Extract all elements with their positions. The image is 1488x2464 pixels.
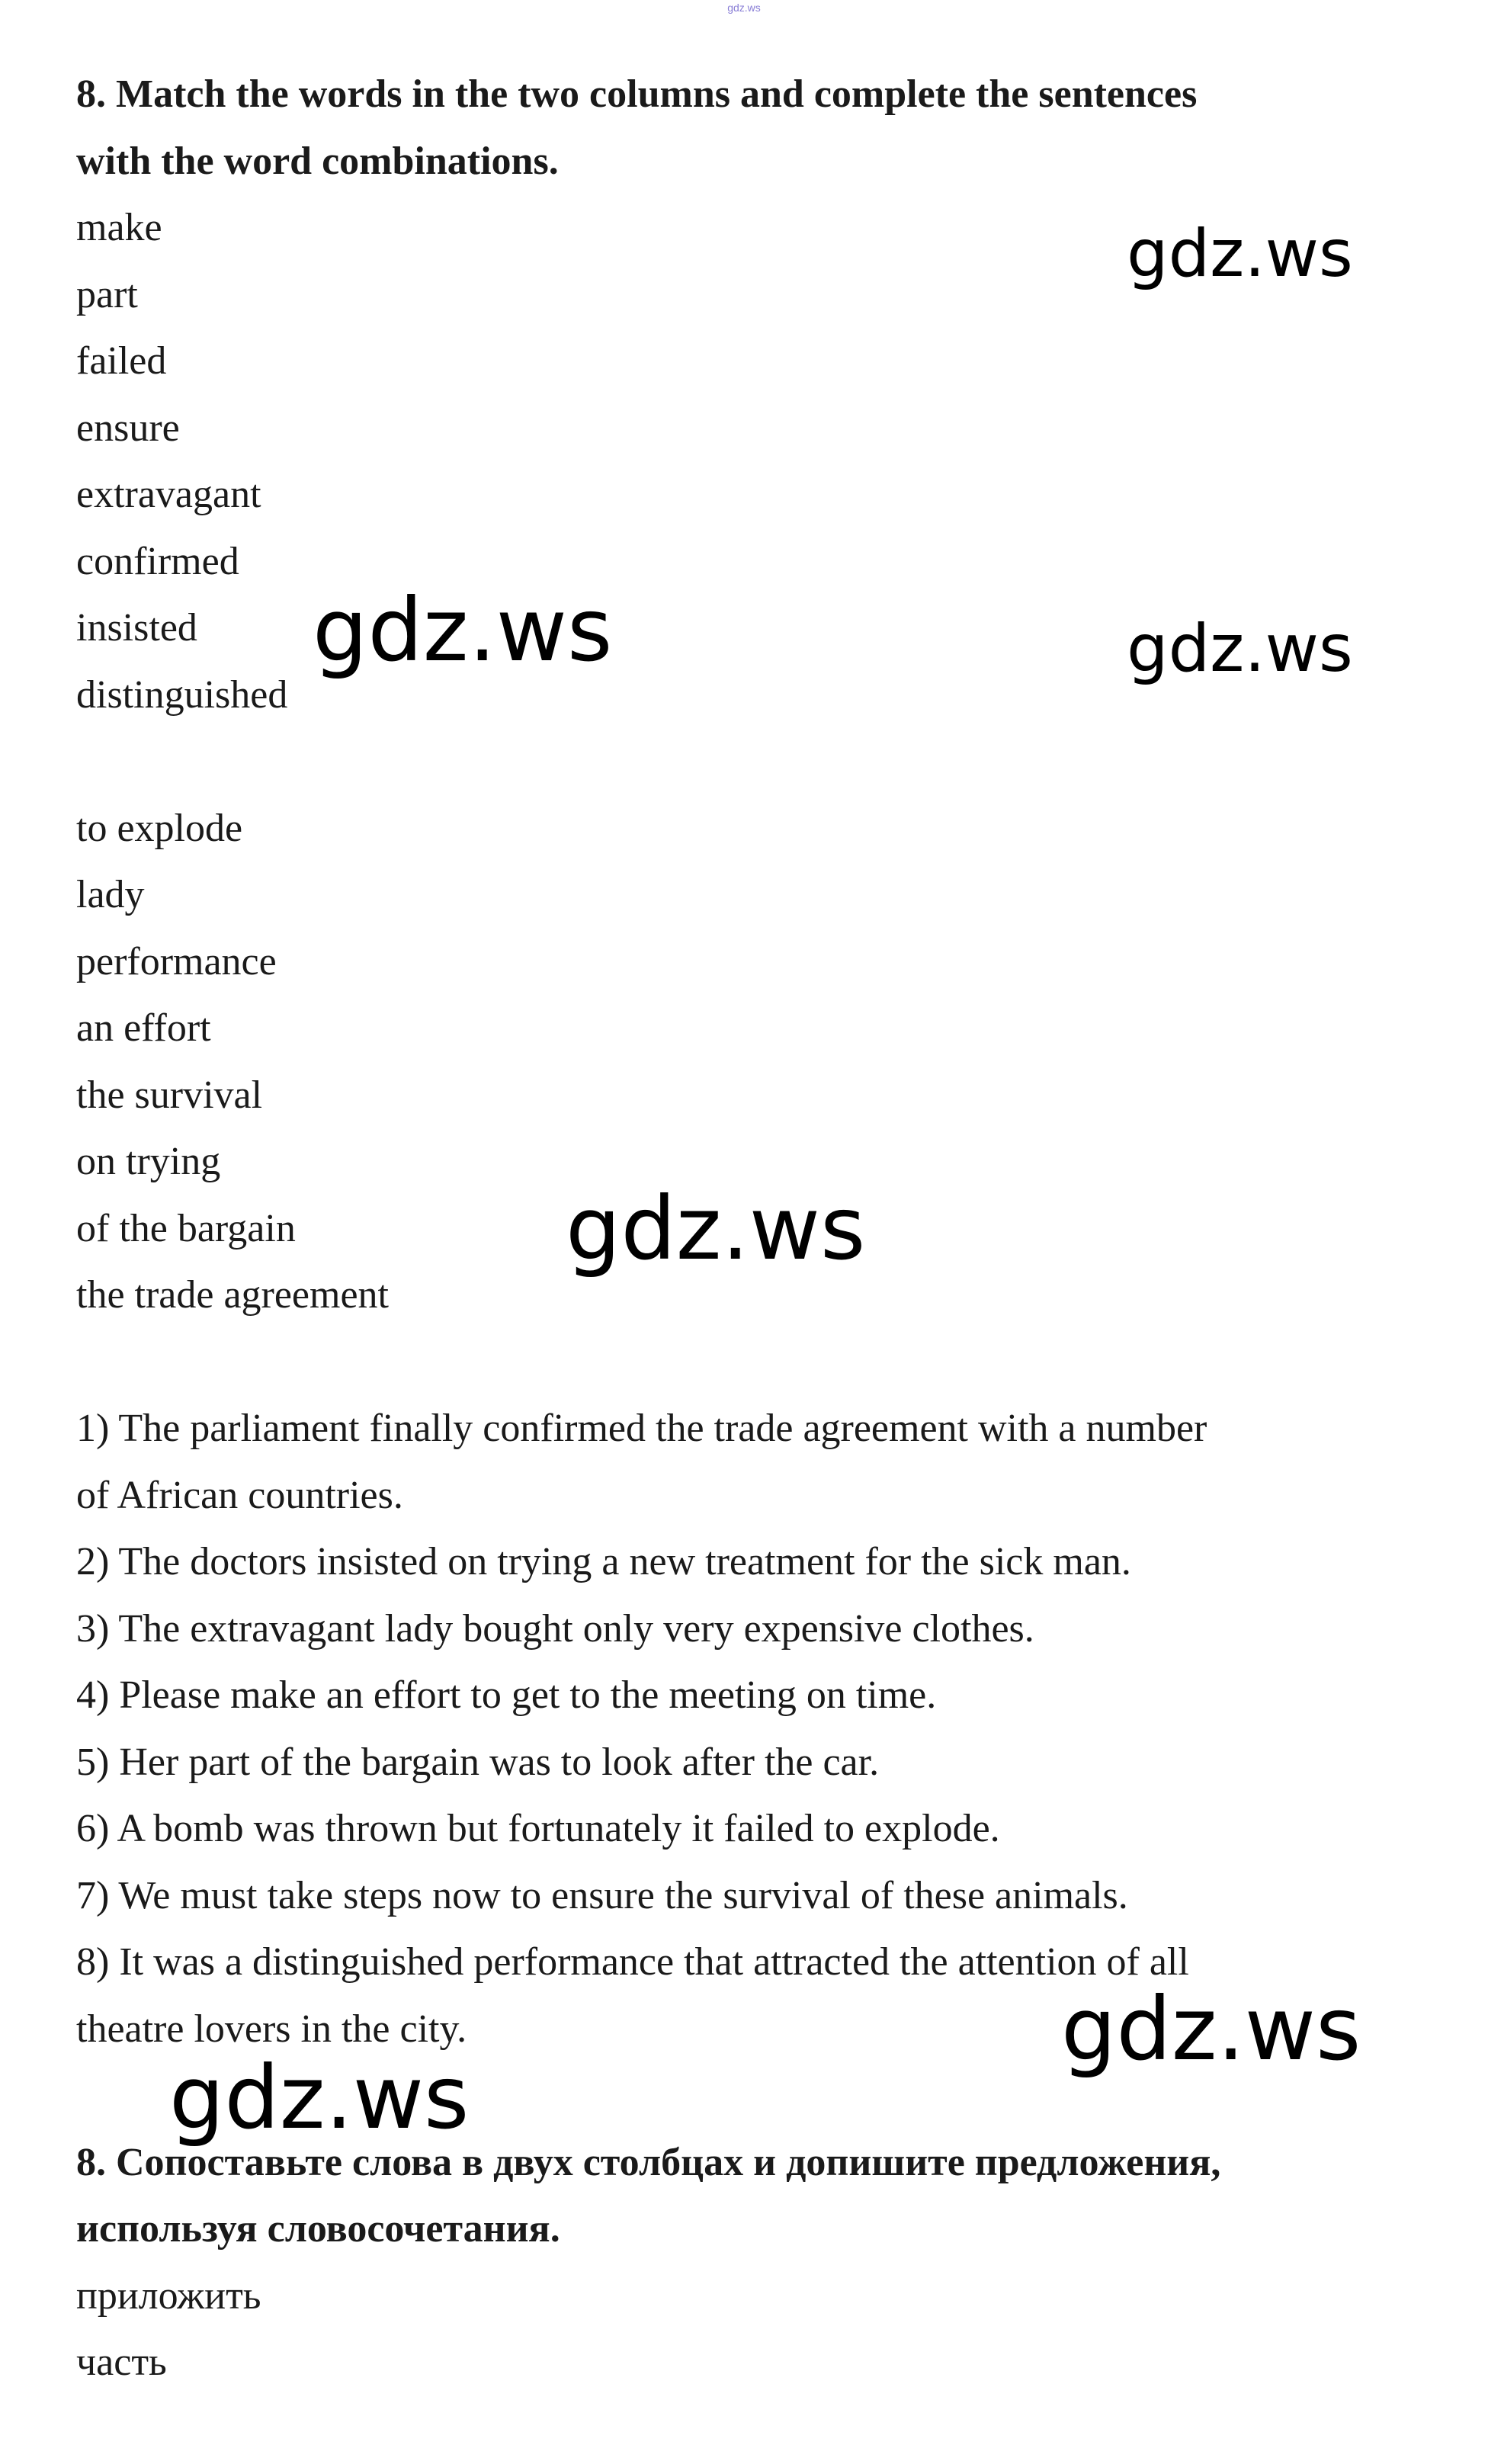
word-item: confirmed (76, 539, 239, 583)
word-item: distinguished (76, 672, 288, 717)
task-title-ru-line-1: 8. Сопоставьте слова в двух столбцах и допишите предложения, (76, 2140, 1221, 2184)
sentence-line: 5) Her part of the bargain was to look after the car. (76, 1740, 880, 1784)
word-item: of the bargain (76, 1206, 296, 1250)
watermark: gdz.ws (1061, 1978, 1361, 2080)
word-item: part (76, 272, 138, 316)
word-item: ensure (76, 406, 180, 450)
answer-sentences (76, 1395, 1433, 2062)
watermark: gdz.ws (1127, 611, 1353, 687)
sentence-line: 1) The parliament finally confirmed the trade agreement with a number (76, 1407, 1207, 1450)
word-item: the survival (76, 1073, 263, 1117)
sentence-line: 6) A bomb was thrown but fortunately it failed to explode. (76, 1807, 1000, 1850)
watermark: gdz.ws (169, 2047, 470, 2148)
word-item: on trying (76, 1140, 221, 1183)
word-item: an effort (76, 1006, 211, 1050)
spacer (76, 1329, 1433, 1396)
word-item: failed (76, 339, 167, 383)
sentence-line: 7) We must take steps now to ensure the survival of these animals. (76, 1873, 1128, 1917)
word-item: insisted (76, 606, 197, 650)
task-title-ru-line-2: используя словосочетания. (76, 2207, 560, 2251)
sentence-line: 2) The doctors insisted on trying a new treatment for the sick man. (76, 1540, 1131, 1583)
watermark: gdz.ws (566, 1178, 866, 1279)
top-watermark: gdz.ws (727, 2, 761, 14)
word-column-ru (76, 2263, 1433, 2396)
watermark: gdz.ws (313, 579, 613, 681)
word-item: часть (76, 2340, 167, 2384)
task-title-line-2: with the word combinations. (76, 139, 559, 183)
sentence-line: theatre lovers in the city. (76, 2007, 467, 2051)
word-item: the trade agreement (76, 1273, 389, 1317)
sentence-line: of African countries. (76, 1473, 403, 1517)
sentence-line: 8) It was a distinguished performance that attracted the attention of all (76, 1940, 1189, 1984)
word-item: performance (76, 939, 277, 983)
word-item: lady (76, 873, 145, 916)
word-item: to explode (76, 806, 243, 850)
word-item: make (76, 206, 162, 249)
sentence-line: 3) The extravagant lady bought only very expensive clothes. (76, 1606, 1034, 1651)
task-title-line-1: 8. Match the words in the two columns and complete the sentences (76, 72, 1198, 116)
watermark: gdz.ws (1127, 216, 1353, 292)
spacer (76, 728, 1433, 795)
word-item: приложить (76, 2273, 261, 2318)
word-item: extravagant (76, 473, 261, 516)
sentence-line: 4) Please make an effort to get to the meeting on time. (76, 1673, 937, 1717)
